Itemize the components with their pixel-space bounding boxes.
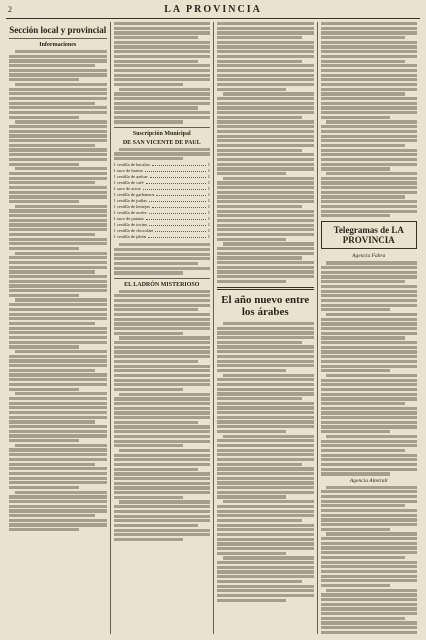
subscription-row-value: 1 [207,192,210,198]
subscription-row-label: 1 cestilla de azúcar [113,174,148,180]
newspaper-page [6,4,420,636]
dot-leader [149,210,206,214]
subscription-row-value: 1 [207,234,210,240]
agency-title: Agencia Almirall [349,477,388,484]
telegram-title: Telegramas de LA PROVINCIA [333,225,404,246]
dot-leader [152,204,206,208]
column-3 [213,22,317,634]
subscription-subtitle: DE SAN VICENTE DE PAUL [122,139,201,146]
block-title: Informaciones [39,42,77,48]
divider [217,287,314,290]
divider [9,38,107,39]
story-title: EL LADRÓN MISTERIOSO [124,281,200,288]
subscription-list [114,162,211,240]
telegram-subtitle: Agencia Fabra [352,253,386,260]
subscription-row-value: 1 [207,180,210,186]
subscription-title: Suscripción Municipal [132,130,191,137]
body-text [114,22,211,124]
dot-leader [156,192,205,196]
subscription-row [114,234,211,240]
dot-leader [143,186,206,190]
subscription-row-label: 1 cestilla de lentejas [113,204,150,210]
article-title: El año nuevo entre los árabes [221,294,310,318]
column-1 [6,22,110,634]
body-text [321,486,418,635]
telegram-header-box [321,221,418,249]
column-2 [110,22,214,634]
subscription-row-value: 1 [207,204,210,210]
page-number: 2 [8,5,12,14]
subscription-row-value: 1 [207,228,210,234]
dot-leader [146,180,206,184]
subscription-row-label: 1 cestilla de judías [113,198,147,204]
subscription-row-label: 1 cestilla de garbanzos [113,192,155,198]
subscription-row-label: 1 cestilla de bacalao [113,162,150,168]
body-text [217,22,314,283]
dot-leader [149,198,206,202]
subscription-row-label: 1 cestilla de tocino [113,222,148,228]
subscription-row-label: 1 cestilla de café [113,180,144,186]
masthead [6,4,420,19]
subscription-row-label: 1 cestilla de jabón [113,234,147,240]
dot-leader [145,168,206,172]
subscription-row-value: 1 [207,174,210,180]
body-text [321,261,418,475]
body-text [114,243,211,274]
section-title: Sección local y provincial [9,25,107,35]
dot-leader [146,216,206,220]
dot-leader [155,228,205,232]
subscription-row-value: 1 [207,216,210,222]
column-4 [317,22,421,634]
subscription-row-label: 1 cestilla de chocolate [113,228,154,234]
subscription-row-value: 1 [207,168,210,174]
body-text [321,22,418,217]
dot-leader [148,234,206,238]
subscription-row-value: 1 [207,186,210,192]
columns [6,22,420,634]
body-text [9,50,107,531]
subscription-row-value: 1 [207,222,210,228]
dot-leader [150,174,206,178]
subscription-row-label: 1 saco de patatas [113,216,144,222]
body-text [114,148,211,161]
dot-leader [152,162,206,166]
subscription-row-label: 1 saco de arroz [113,186,141,192]
divider [114,278,211,279]
subscription-row-label: 1 saco de harina [113,168,143,174]
subscription-row-value: 1 [207,198,210,204]
divider [114,127,211,128]
subscription-row-label: 1 cestilla de aceite [113,210,147,216]
subscription-row-value: 1 [207,162,210,168]
body-text [114,290,211,542]
newspaper-title: LA PROVINCIA [164,4,262,15]
subscription-row-value: 1 [207,210,210,216]
body-text [217,322,314,602]
dot-leader [149,222,205,226]
